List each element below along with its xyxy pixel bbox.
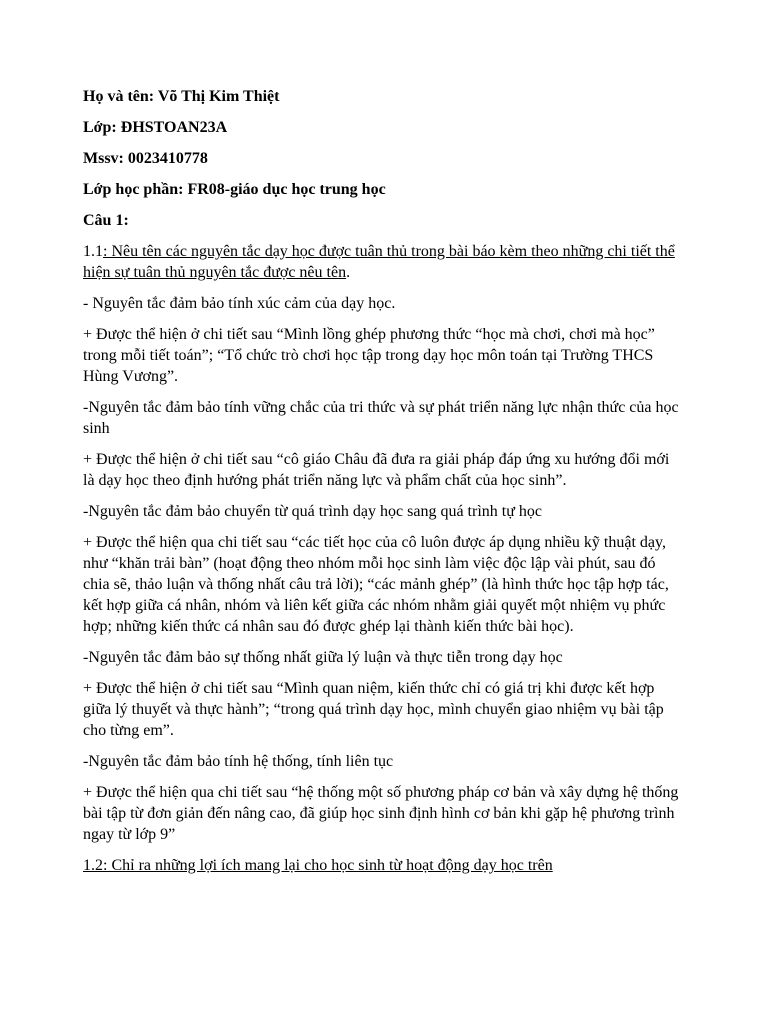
course-name: Lớp học phần: FR08-giáo dục học trung học bbox=[83, 181, 386, 198]
section-1-1-title: : Nêu tên các nguyên tắc dạy học được tuân thủ trong bài báo kèm theo những chi tiết thể hiện sự tuân thủ nguyên tắc được nêu tên bbox=[83, 243, 675, 281]
paragraph-principle-1: - Nguyên tắc đảm bảo tính xúc cảm của dạy học. bbox=[83, 295, 396, 312]
paragraph-principle-2: -Nguyên tắc đảm bảo tính vững chắc của tri thức và sự phát triển năng lực nhận thức của học sinh bbox=[83, 399, 679, 437]
section-1-1-prefix: 1.1 bbox=[83, 243, 103, 260]
paragraph-principle-4: -Nguyên tắc đảm bảo sự thống nhất giữa lý luận và thực tiễn trong dạy học bbox=[83, 649, 563, 666]
student-name: Họ và tên: Võ Thị Kim Thiệt bbox=[83, 88, 280, 105]
question-title: Câu 1: bbox=[83, 212, 129, 229]
student-id: Mssv: 0023410778 bbox=[83, 150, 208, 167]
paragraph-evidence-2: + Được thể hiện ở chi tiết sau “cô giáo Châu đã đưa ra giải pháp đáp ứng xu hướng đổi mới là dạy học theo định hướng phát triển năng lực và phẩm chất của học sinh”. bbox=[83, 451, 670, 489]
paragraph-evidence-4: + Được thể hiện ở chi tiết sau “Mình quan niệm, kiến thức chỉ có giá trị khi được kết hợp giữa lý thuyết và thực hành”; “trong quá trình dạy học, mình chuyển giao nhiệm vụ bài tập cho từng em”. bbox=[83, 680, 664, 739]
section-1-1-suffix: . bbox=[346, 264, 351, 281]
paragraph-evidence-1: + Được thể hiện ở chi tiết sau “Mình lồng ghép phương thức “học mà chơi, chơi mà học” trong mỗi tiết toán”; “Tổ chức trò chơi học tập trong dạy học môn toán tại Trường THCS Hùng Vương”. bbox=[83, 326, 655, 385]
paragraph-principle-3: -Nguyên tắc đảm bảo chuyển từ quá trình dạy học sang quá trình tự học bbox=[83, 503, 542, 520]
paragraph-principle-5: -Nguyên tắc đảm bảo tính hệ thống, tính liên tục bbox=[83, 753, 394, 770]
paragraph-evidence-3: + Được thể hiện qua chi tiết sau “các tiết học của cô luôn được áp dụng nhiều kỹ thuật dạy, như “khăn trải bàn” (hoạt động theo nhóm mỗi học sinh làm việc độc lập vài phút, sau đó chia sẽ, thảo luận và thống nhất câu trả lời); “các mảnh ghép” (là hình thức học tập hợp tác, kết hợp giữa cá nhân, nhóm và liên kết giữa các nhóm nhằm giải quyết một nhiệm vụ phức hợp; những kiến thức cá nhân sau đó được ghép lại thành kiến thức bài học). bbox=[83, 534, 669, 635]
paragraph-evidence-5: + Được thể hiện qua chi tiết sau “hệ thống một số phương pháp cơ bản và xây dựng hệ thống bài tập từ đơn giản đến nâng cao, đã giúp học sinh định hình cơ bản khi gặp hệ phương trình ngay từ lớp 9” bbox=[83, 784, 679, 843]
document-body bbox=[83, 86, 683, 886]
section-1-2-heading: 1.2: Chỉ ra những lợi ích mang lại cho học sinh từ hoạt động dạy học trên bbox=[83, 857, 553, 874]
student-class: Lớp: ĐHSTOAN23A bbox=[83, 119, 228, 136]
section-1-1-heading bbox=[83, 241, 683, 283]
